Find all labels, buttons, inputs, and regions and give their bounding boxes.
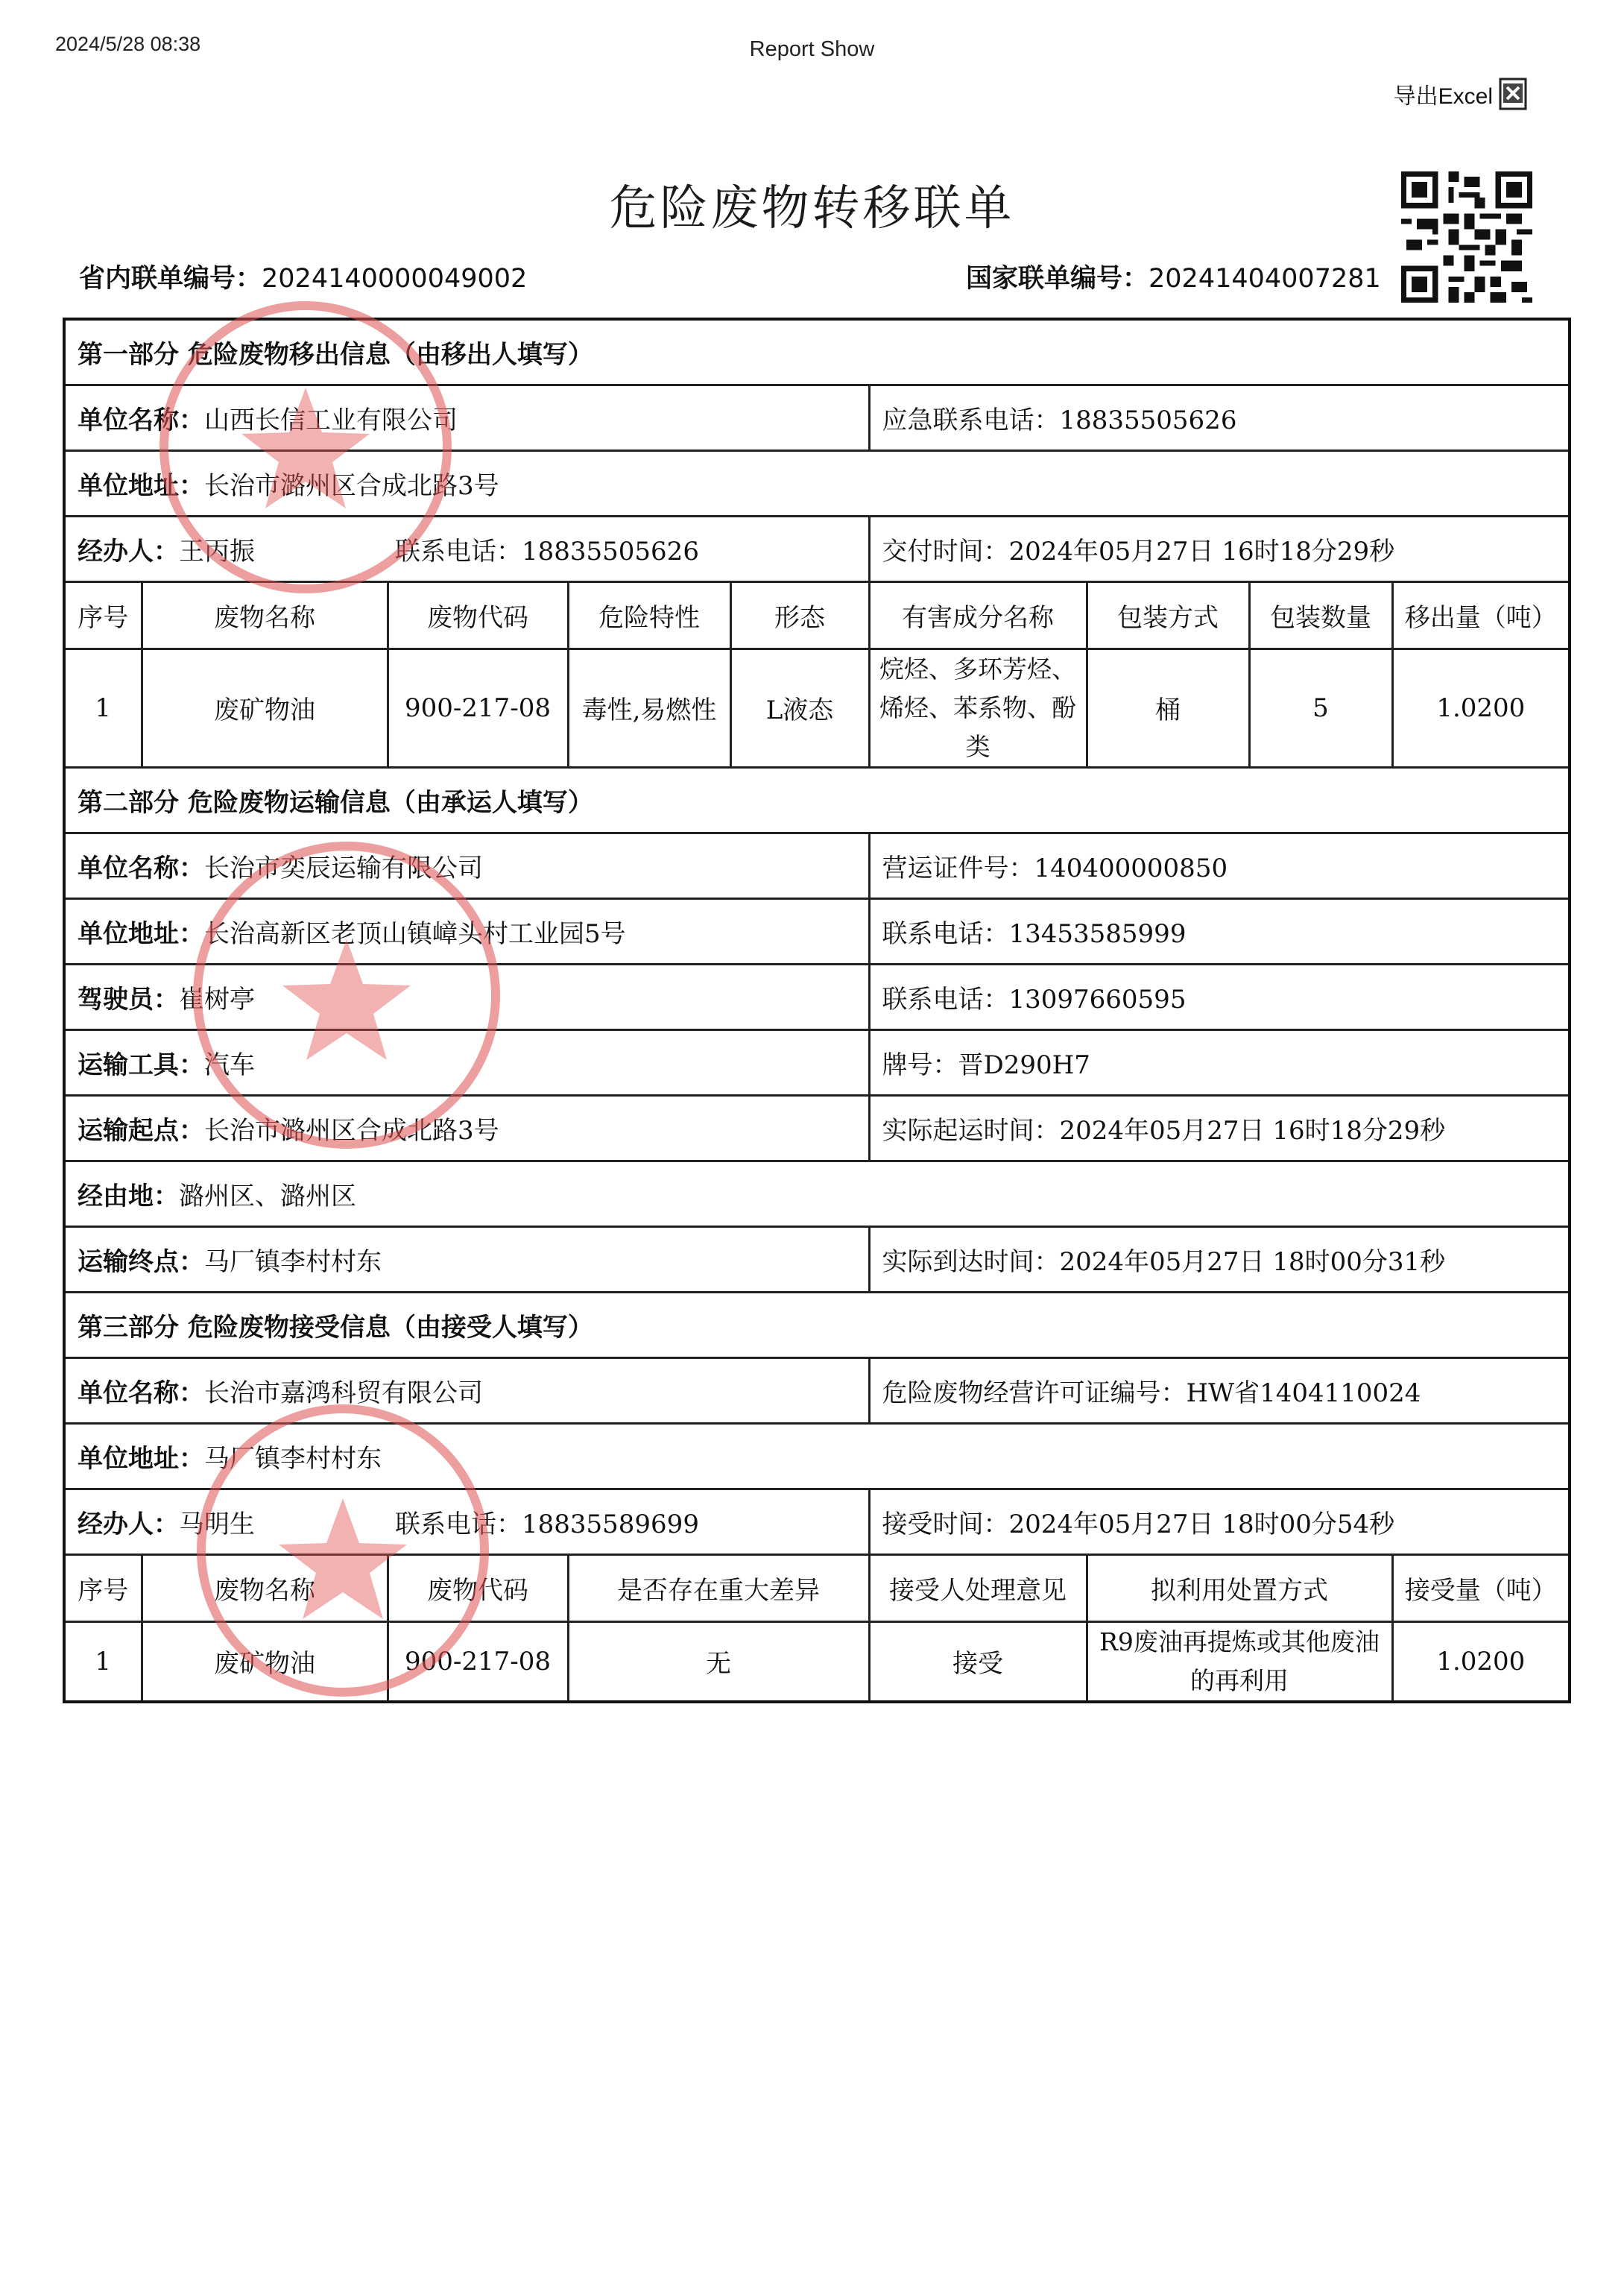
p1-h5: 有害成分名称	[869, 581, 1087, 649]
part1-delivery-label: 交付时间：	[882, 536, 1009, 567]
part1-handler-row	[64, 516, 1570, 581]
p1-c0: 1	[64, 649, 142, 767]
part2-address-label: 单位地址：	[78, 918, 204, 949]
p3-c1: 废矿物油	[142, 1621, 388, 1702]
part2-start-time-cell	[869, 1095, 1570, 1161]
part1-unit-label: 单位名称：	[78, 405, 204, 435]
part2-via-row	[64, 1161, 1570, 1226]
part1-address: 长治市潞州区合成北路3号	[204, 470, 499, 501]
part1-handler: 王丙振	[179, 536, 255, 567]
print-datetime: 2024/5/28 08:38	[55, 33, 201, 55]
p1-c3: 毒性,易燃性	[568, 649, 730, 767]
part2-permit-label: 营运证件号：	[882, 853, 1034, 883]
part2-start: 长治市潞州区合成北路3号	[204, 1115, 499, 1146]
part2-driver-cell	[64, 964, 869, 1029]
part1-address-label: 单位地址：	[78, 470, 204, 501]
p3-c5: R9废油再提炼或其他废油的再利用	[1087, 1621, 1392, 1702]
p1-c4: L液态	[730, 649, 869, 767]
part2-vehicle-label: 运输工具：	[78, 1050, 204, 1080]
part1-address-row	[64, 450, 1570, 516]
p3-c3: 无	[568, 1621, 869, 1702]
part2-phone1-label: 联系电话：	[882, 918, 1009, 949]
part2-start-time-label: 实际起运时间：	[882, 1115, 1060, 1146]
part2-phone1-cell	[869, 898, 1570, 964]
part3-handler-cell	[64, 1489, 869, 1554]
p1-c1: 废矿物油	[142, 649, 388, 767]
part1-unit-name: 山西长信工业有限公司	[204, 405, 458, 435]
part2-plate-label: 牌号：	[882, 1050, 958, 1080]
part2-vehicle: 汽车	[204, 1050, 255, 1080]
p3-c2: 900-217-08	[388, 1621, 568, 1702]
part2-phone2: 13097660595	[1008, 984, 1187, 1015]
part2-unit-name: 长治市奕辰运输有限公司	[204, 853, 483, 883]
part2-via-label: 经由地：	[78, 1181, 179, 1211]
qr-code-icon	[1401, 171, 1532, 303]
national-number-value: 20241404007281	[1149, 264, 1381, 294]
p1-h0: 序号	[64, 581, 142, 649]
part2-start-label: 运输起点：	[78, 1115, 204, 1146]
part2-permit: 140400000850	[1034, 853, 1228, 883]
part1-header-row	[64, 581, 1570, 649]
part3-license-label: 危险废物经营许可证编号：	[882, 1378, 1187, 1408]
part2-driver-row	[64, 964, 1570, 1029]
print-title: Report Show	[749, 37, 875, 61]
part2-arrive-cell	[869, 1226, 1570, 1292]
part3-phone-label: 联系电话：	[395, 1509, 522, 1539]
part3-heading: 第三部分 危险废物接受信息（由接受人填写）	[64, 1292, 1570, 1357]
provincial-number-label: 省内联单编号：	[79, 264, 262, 294]
p1-h2: 废物代码	[388, 581, 568, 649]
p1-c2: 900-217-08	[388, 649, 568, 767]
export-excel-label: 导出Excel	[1393, 84, 1493, 109]
part2-address: 长治高新区老顶山镇嶂头村工业园5号	[204, 918, 626, 949]
part3-receive-cell	[869, 1489, 1570, 1554]
p1-c6: 桶	[1087, 649, 1249, 767]
p3-h5: 拟利用处置方式	[1087, 1554, 1392, 1621]
p3-h6: 接受量（吨）	[1392, 1554, 1570, 1621]
part2-address-row	[64, 898, 1570, 964]
part2-unit-row	[64, 833, 1570, 898]
p1-h8: 移出量（吨）	[1392, 581, 1570, 649]
part1-handler-label: 经办人：	[78, 536, 179, 567]
p3-h0: 序号	[64, 1554, 142, 1621]
part1-emergency-cell	[869, 385, 1570, 450]
part3-address-label: 单位地址：	[78, 1443, 204, 1474]
part2-unit-label: 单位名称：	[78, 853, 204, 883]
part2-phone2-label: 联系电话：	[882, 984, 1009, 1015]
part2-vehicle-cell	[64, 1029, 869, 1095]
p3-h1: 废物名称	[142, 1554, 388, 1621]
p1-h4: 形态	[730, 581, 869, 649]
part2-end: 马厂镇李村村东	[204, 1246, 382, 1277]
part1-address-cell	[64, 450, 1570, 516]
excel-icon	[1499, 78, 1529, 110]
p1-c5: 烷烃、多环芳烃、烯烃、苯系物、酚类	[869, 649, 1087, 767]
part1-emergency-phone: 18835505626	[1059, 405, 1237, 435]
part2-start-row	[64, 1095, 1570, 1161]
part2-phone2-cell	[869, 964, 1570, 1029]
provincial-number	[79, 258, 527, 295]
part3-address: 马厂镇李村村东	[204, 1443, 382, 1474]
part3-address-cell	[64, 1423, 1570, 1489]
part2-start-cell	[64, 1095, 869, 1161]
part2-permit-cell	[869, 833, 1570, 898]
p3-c4: 接受	[869, 1621, 1087, 1702]
part3-header-row	[64, 1554, 1570, 1621]
part1-phone-label: 联系电话：	[395, 536, 522, 567]
national-number	[966, 258, 1381, 295]
part1-unit-row	[64, 385, 1570, 450]
p1-c7: 5	[1249, 649, 1392, 767]
part2-arrive-time: 2024年05月27日 18时00分31秒	[1059, 1246, 1446, 1277]
part2-plate: 晋D290H7	[958, 1050, 1090, 1080]
transfer-manifest-table	[63, 318, 1571, 1703]
part3-handler-label: 经办人：	[78, 1509, 179, 1539]
part2-phone1: 13453585999	[1008, 918, 1187, 949]
p3-c6: 1.0200	[1392, 1621, 1570, 1702]
part3-receive-label: 接受时间：	[882, 1509, 1009, 1539]
p3-h2: 废物代码	[388, 1554, 568, 1621]
part2-end-row	[64, 1226, 1570, 1292]
part2-vehicle-row	[64, 1029, 1570, 1095]
part3-handler: 马明生	[179, 1509, 255, 1539]
part3-handler-row	[64, 1489, 1570, 1554]
part2-address-cell	[64, 898, 869, 964]
p1-c8: 1.0200	[1392, 649, 1570, 767]
part1-heading-row	[64, 319, 1570, 385]
part3-phone: 18835589699	[522, 1509, 699, 1539]
part2-via-cell	[64, 1161, 1570, 1226]
part2-plate-cell	[869, 1029, 1570, 1095]
p3-c0: 1	[64, 1621, 142, 1702]
part2-driver-label: 驾驶员：	[78, 984, 179, 1015]
part2-via: 潞州区、潞州区	[179, 1181, 356, 1211]
part2-driver: 崔树亭	[179, 984, 255, 1015]
part2-heading-row	[64, 767, 1570, 833]
part2-unit-cell	[64, 833, 869, 898]
part1-data-row	[64, 649, 1570, 767]
p3-h3: 是否存在重大差异	[568, 1554, 869, 1621]
provincial-number-value: 2024140000049002	[262, 264, 528, 294]
part3-unit-cell	[64, 1357, 869, 1423]
part1-delivery-time: 2024年05月27日 16时18分29秒	[1008, 536, 1395, 567]
part1-emergency-label: 应急联系电话：	[882, 405, 1060, 435]
p3-h4: 接受人处理意见	[869, 1554, 1087, 1621]
part1-phone: 18835505626	[522, 536, 699, 567]
part3-heading-row	[64, 1292, 1570, 1357]
part3-license-cell	[869, 1357, 1570, 1423]
part2-end-cell	[64, 1226, 869, 1292]
p1-h3: 危险特性	[568, 581, 730, 649]
part2-start-time: 2024年05月27日 16时18分29秒	[1059, 1115, 1446, 1146]
part3-unit-row	[64, 1357, 1570, 1423]
part3-receive-time: 2024年05月27日 18时00分54秒	[1008, 1509, 1395, 1539]
part1-handler-cell	[64, 516, 869, 581]
document-title: 危险废物转移联单	[609, 181, 1015, 236]
part3-unit-name: 长治市嘉鸿科贸有限公司	[204, 1378, 483, 1408]
part2-end-label: 运输终点：	[78, 1246, 204, 1277]
part1-delivery-cell	[869, 516, 1570, 581]
part3-data-row	[64, 1621, 1570, 1702]
part1-unit-cell	[64, 385, 869, 450]
part3-unit-label: 单位名称：	[78, 1378, 204, 1408]
export-excel-button[interactable]	[1394, 78, 1529, 110]
p1-h1: 废物名称	[142, 581, 388, 649]
p1-h7: 包装数量	[1249, 581, 1392, 649]
national-number-label: 国家联单编号：	[966, 264, 1149, 294]
part1-heading: 第一部分 危险废物移出信息（由移出人填写）	[64, 319, 1570, 385]
part3-license: HW省1404110024	[1186, 1378, 1421, 1408]
part2-heading: 第二部分 危险废物运输信息（由承运人填写）	[64, 767, 1570, 833]
p1-h6: 包装方式	[1087, 581, 1249, 649]
part2-arrive-label: 实际到达时间：	[882, 1246, 1060, 1277]
part3-address-row	[64, 1423, 1570, 1489]
